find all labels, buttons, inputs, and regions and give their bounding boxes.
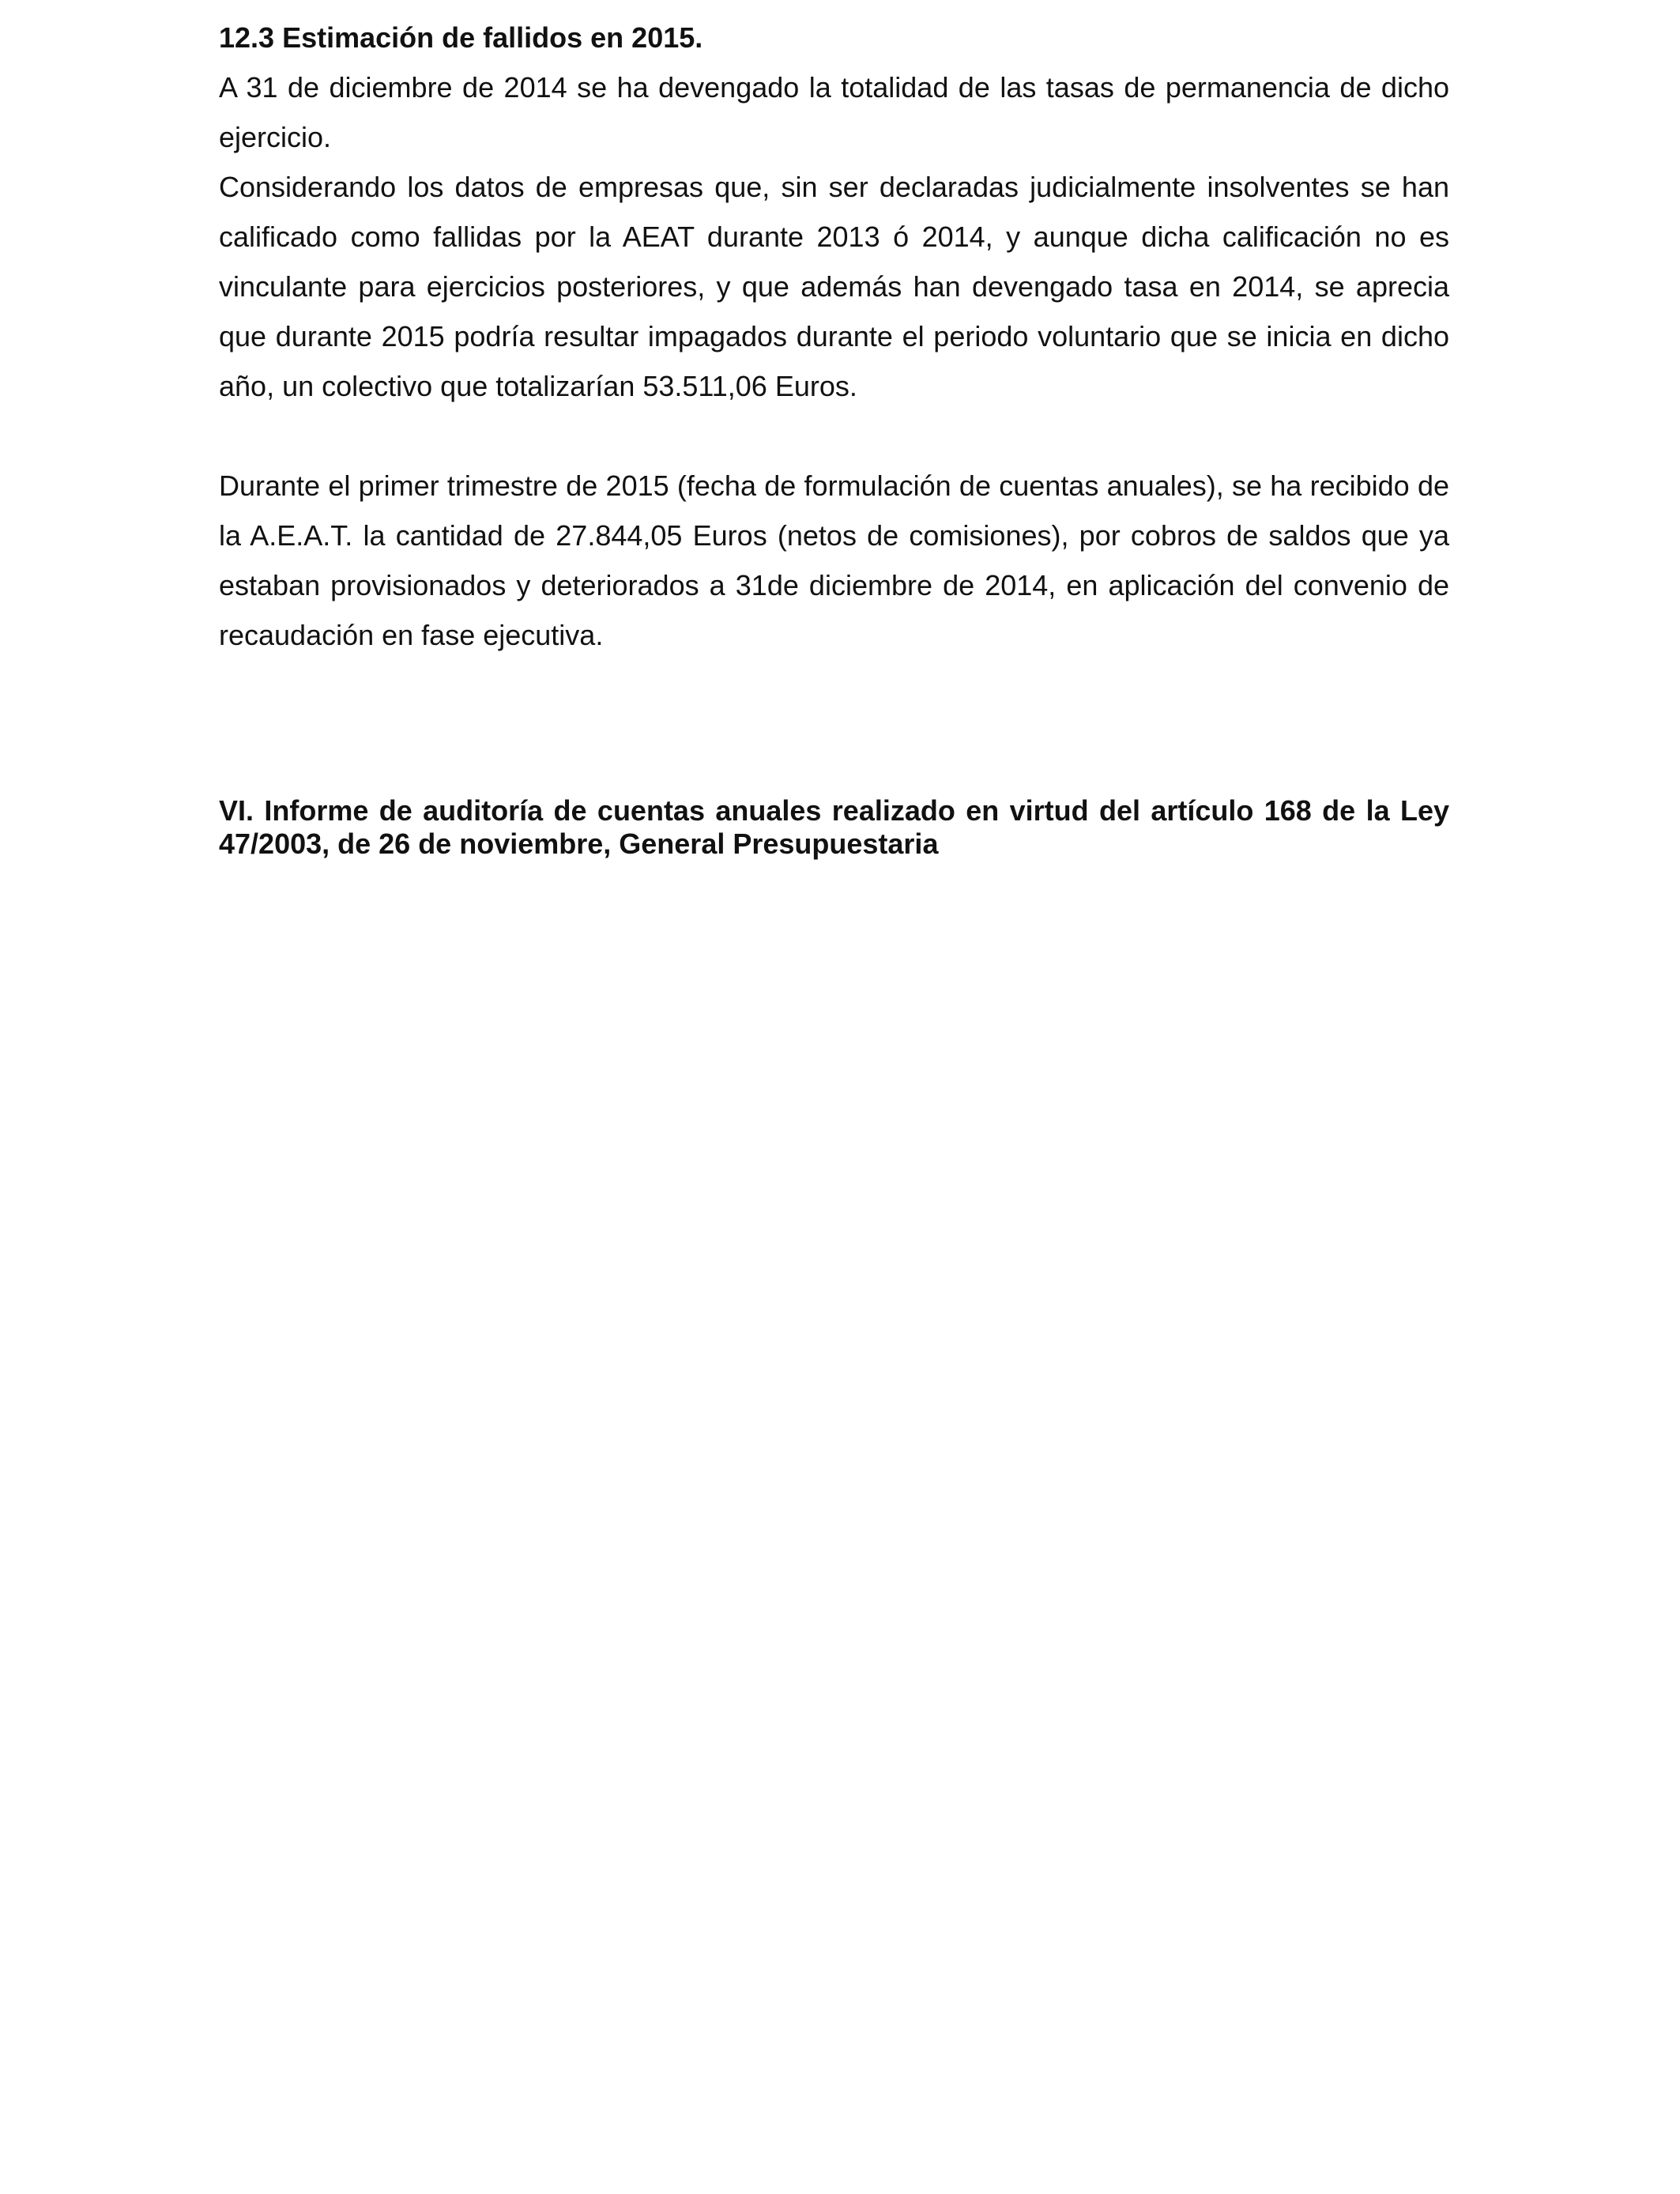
- section-heading-12-3: 12.3 Estimación de fallidos en 2015.: [219, 21, 703, 54]
- paragraph-cobros-aeat: Durante el primer trimestre de 2015 (fecha de formulación de cuentas anuales), se ha recibido de la A.E.A.T. la cantidad de 27.844,05 Euros (netos de comisiones), por cobros de saldos que ya estaban provisionados y deteriorados a 31de diciembre de 2014, en aplicación del convenio de recaudación en fase ejecutiva.: [219, 469, 1449, 651]
- section-spacer: [219, 660, 1449, 794]
- document-page: [219, 13, 1449, 861]
- paragraph-devengo-tasas: A 31 de diciembre de 2014 se ha devengado la totalidad de las tasas de permanencia de dicho ejercicio.: [219, 71, 1449, 153]
- paragraph-spacer: [219, 411, 1449, 461]
- section-heading-vi-informe-auditoria: VI. Informe de auditoría de cuentas anuales realizado en virtud del artículo 168 de la Ley 47/2003, de 26 de noviembre, General Presupuestaria: [219, 794, 1449, 860]
- paragraph-empresas-fallidas: Considerando los datos de empresas que, sin ser declaradas judicialmente insolventes se han calificado como fallidas por la AEAT durante 2013 ó 2014, y aunque dicha calificación no es vinculante para ejercicios posteriores, y que además han devengado tasa en 2014, se aprecia que durante 2015 podría resultar impagados durante el periodo voluntario que se inicia en dicho año, un colectivo que totalizarían 53.511,06 Euros.: [219, 171, 1449, 402]
